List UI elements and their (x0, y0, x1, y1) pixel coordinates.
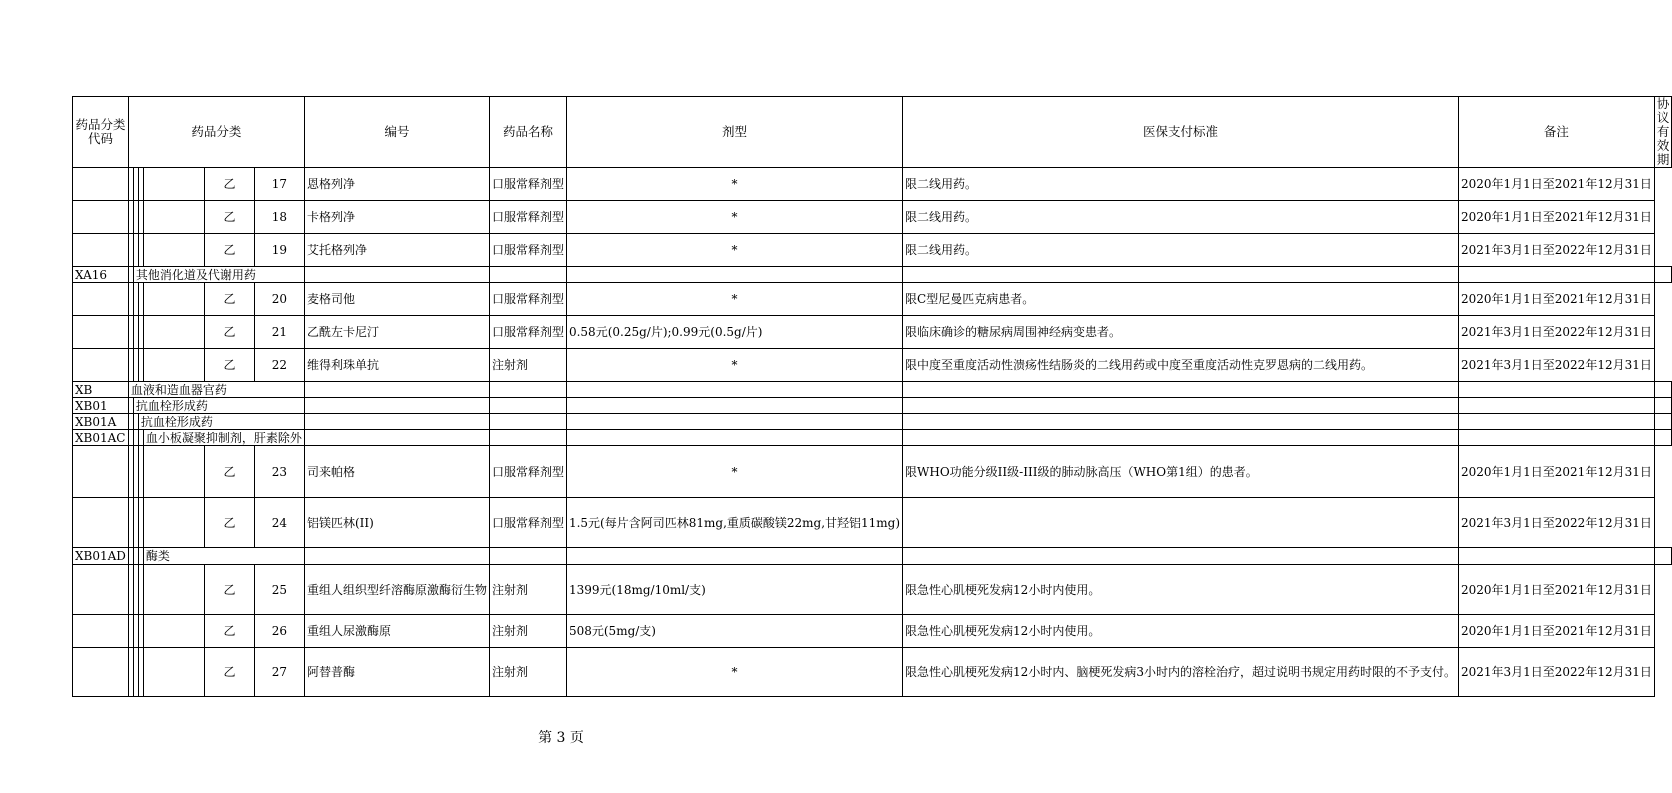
validity-period: 2021年3月1日至2022年12月31日 (1458, 234, 1654, 267)
drug-remark: 限临床确诊的糖尿病周围神经病变患者。 (903, 316, 1459, 349)
empty-cell (489, 548, 566, 565)
drug-level: 乙 (204, 498, 254, 548)
drug-name: 艾托格列净 (304, 234, 489, 267)
payment-standard: 1399元(18mg/10ml/支) (566, 565, 902, 615)
empty-cell (143, 615, 204, 648)
category-row (73, 398, 1672, 414)
drug-form: 口服常释剂型 (489, 446, 566, 498)
validity-period: 2021年3月1日至2022年12月31日 (1458, 498, 1654, 548)
empty-cell (143, 201, 204, 234)
drug-number: 24 (254, 498, 304, 548)
validity-period: 2020年1月1日至2021年12月31日 (1458, 168, 1654, 201)
drug-code (73, 615, 129, 648)
drug-name: 铝镁匹林(II) (304, 498, 489, 548)
category-code: XB01AD (73, 548, 129, 565)
drug-name: 卡格列净 (304, 201, 489, 234)
category-label: 抗血栓形成药 (133, 398, 304, 414)
empty-cell (489, 430, 566, 446)
drug-row (73, 283, 1672, 316)
drug-row (73, 648, 1672, 697)
empty-cell (143, 349, 204, 382)
empty-cell (1458, 382, 1654, 398)
drug-name: 重组人组织型纤溶酶原激酶衍生物 (304, 565, 489, 615)
header-name: 药品名称 (489, 97, 566, 168)
drug-remark: 限急性心肌梗死发病12小时内使用。 (903, 565, 1459, 615)
empty-cell (304, 548, 489, 565)
drug-number: 27 (254, 648, 304, 697)
category-label: 其他消化道及代谢用药 (133, 267, 304, 283)
drug-name: 司来帕格 (304, 446, 489, 498)
validity-period: 2020年1月1日至2021年12月31日 (1458, 565, 1654, 615)
drug-number: 17 (254, 168, 304, 201)
empty-cell (1654, 548, 1672, 565)
empty-cell (1458, 398, 1654, 414)
drug-row (73, 201, 1672, 234)
empty-cell (566, 267, 902, 283)
empty-cell (903, 267, 1459, 283)
header-standard: 医保支付标准 (903, 97, 1459, 168)
validity-period: 2020年1月1日至2021年12月31日 (1458, 283, 1654, 316)
empty-cell (143, 446, 204, 498)
drug-row (73, 168, 1672, 201)
empty-cell (143, 498, 204, 548)
category-row (73, 548, 1672, 565)
empty-cell (566, 382, 902, 398)
empty-cell (566, 414, 902, 430)
header-row (73, 97, 1672, 168)
empty-cell (566, 548, 902, 565)
empty-cell (566, 430, 902, 446)
drug-level: 乙 (204, 446, 254, 498)
category-label: 酶类 (143, 548, 304, 565)
drug-row (73, 446, 1672, 498)
category-code: XB01A (73, 414, 129, 430)
empty-cell (903, 414, 1459, 430)
drug-form: 口服常释剂型 (489, 316, 566, 349)
empty-cell (1654, 430, 1672, 446)
drug-row (73, 349, 1672, 382)
drug-form: 注射剂 (489, 615, 566, 648)
category-code: XB (73, 382, 129, 398)
header-form: 剂型 (566, 97, 902, 168)
header-category: 药品分类 (128, 97, 304, 168)
drug-code (73, 498, 129, 548)
drug-code (73, 446, 129, 498)
empty-cell (1458, 548, 1654, 565)
payment-standard: 508元(5mg/支) (566, 615, 902, 648)
drug-form: 口服常释剂型 (489, 234, 566, 267)
category-code: XA16 (73, 267, 129, 283)
drug-name: 恩格列净 (304, 168, 489, 201)
category-label: 抗血栓形成药 (138, 414, 304, 430)
drug-row (73, 316, 1672, 349)
drug-number: 23 (254, 446, 304, 498)
drug-number: 22 (254, 349, 304, 382)
empty-cell (304, 382, 489, 398)
payment-standard: * (566, 283, 902, 316)
header-code: 药品分类代码 (73, 97, 129, 168)
empty-cell (903, 398, 1459, 414)
drug-name: 乙酰左卡尼汀 (304, 316, 489, 349)
drug-name: 阿替普酶 (304, 648, 489, 697)
drug-number: 21 (254, 316, 304, 349)
drug-code (73, 234, 129, 267)
empty-cell (143, 283, 204, 316)
header-remark: 备注 (1458, 97, 1654, 168)
validity-period: 2020年1月1日至2021年12月31日 (1458, 446, 1654, 498)
drug-code (73, 648, 129, 697)
drug-row (73, 565, 1672, 615)
empty-cell (1654, 414, 1672, 430)
payment-standard: * (566, 234, 902, 267)
drug-form: 注射剂 (489, 648, 566, 697)
drug-name: 重组人尿激酶原 (304, 615, 489, 648)
drug-number: 18 (254, 201, 304, 234)
drug-remark: 限WHO功能分级II级-III级的肺动脉高压（WHO第1组）的患者。 (903, 446, 1459, 498)
empty-cell (903, 548, 1459, 565)
drug-remark: 限急性心肌梗死发病12小时内使用。 (903, 615, 1459, 648)
category-code: XB01AC (73, 430, 129, 446)
drug-code (73, 565, 129, 615)
empty-cell (143, 234, 204, 267)
drug-code (73, 349, 129, 382)
empty-cell (143, 316, 204, 349)
payment-standard: * (566, 648, 902, 697)
drug-name: 麦格司他 (304, 283, 489, 316)
drug-form: 口服常释剂型 (489, 201, 566, 234)
empty-cell (489, 267, 566, 283)
drug-code (73, 201, 129, 234)
payment-standard: * (566, 201, 902, 234)
empty-cell (566, 398, 902, 414)
drug-level: 乙 (204, 615, 254, 648)
payment-standard: 0.58元(0.25g/片);0.99元(0.5g/片) (566, 316, 902, 349)
empty-cell (1458, 414, 1654, 430)
drug-level: 乙 (204, 283, 254, 316)
category-label: 血液和造血器官药 (128, 382, 304, 398)
payment-standard: * (566, 168, 902, 201)
drug-row (73, 498, 1672, 548)
category-row (73, 267, 1672, 283)
drug-remark: 限二线用药。 (903, 201, 1459, 234)
payment-standard: * (566, 446, 902, 498)
empty-cell (903, 430, 1459, 446)
drug-code (73, 283, 129, 316)
drug-form: 口服常释剂型 (489, 498, 566, 548)
empty-cell (304, 414, 489, 430)
empty-cell (1458, 430, 1654, 446)
empty-cell (489, 414, 566, 430)
validity-period: 2020年1月1日至2021年12月31日 (1458, 615, 1654, 648)
drug-level: 乙 (204, 168, 254, 201)
validity-period: 2021年3月1日至2022年12月31日 (1458, 349, 1654, 382)
empty-cell (489, 398, 566, 414)
validity-period: 2021年3月1日至2022年12月31日 (1458, 648, 1654, 697)
drug-remark: 限二线用药。 (903, 168, 1459, 201)
drug-form: 注射剂 (489, 349, 566, 382)
empty-cell (143, 168, 204, 201)
drug-remark: 限C型尼曼匹克病患者。 (903, 283, 1459, 316)
drug-number: 20 (254, 283, 304, 316)
drug-form: 注射剂 (489, 565, 566, 615)
drug-level: 乙 (204, 201, 254, 234)
category-row (73, 430, 1672, 446)
drug-number: 25 (254, 565, 304, 615)
validity-period: 2021年3月1日至2022年12月31日 (1458, 316, 1654, 349)
empty-cell (143, 565, 204, 615)
drug-form: 口服常释剂型 (489, 168, 566, 201)
drug-table (72, 96, 1672, 697)
category-label: 血小板凝聚抑制剂，肝素除外 (143, 430, 304, 446)
empty-cell (143, 648, 204, 697)
drug-remark: 限二线用药。 (903, 234, 1459, 267)
empty-cell (1654, 398, 1672, 414)
empty-cell (304, 398, 489, 414)
drug-row (73, 234, 1672, 267)
drug-number: 26 (254, 615, 304, 648)
drug-level: 乙 (204, 234, 254, 267)
payment-standard: 1.5元(每片含阿司匹林81mg,重质碳酸镁22mg,甘羟铝11mg) (566, 498, 902, 548)
empty-cell (304, 430, 489, 446)
drug-code (73, 168, 129, 201)
drug-level: 乙 (204, 349, 254, 382)
drug-level: 乙 (204, 565, 254, 615)
drug-code (73, 316, 129, 349)
drug-name: 维得利珠单抗 (304, 349, 489, 382)
drug-number: 19 (254, 234, 304, 267)
category-row (73, 414, 1672, 430)
drug-level: 乙 (204, 316, 254, 349)
drug-level: 乙 (204, 648, 254, 697)
drug-row (73, 615, 1672, 648)
empty-cell (1458, 267, 1654, 283)
category-code: XB01 (73, 398, 129, 414)
empty-cell (304, 267, 489, 283)
empty-cell (1654, 267, 1672, 283)
drug-remark (903, 498, 1459, 548)
empty-cell (489, 382, 566, 398)
empty-cell (903, 382, 1459, 398)
drug-remark: 限中度至重度活动性溃疡性结肠炎的二线用药或中度至重度活动性克罗恩病的二线用药。 (903, 349, 1459, 382)
empty-cell (1654, 382, 1672, 398)
drug-form: 口服常释剂型 (489, 283, 566, 316)
header-validity: 协议有效期 (1654, 97, 1672, 168)
validity-period: 2020年1月1日至2021年12月31日 (1458, 201, 1654, 234)
header-number: 编号 (304, 97, 489, 168)
payment-standard: * (566, 349, 902, 382)
page-number: 第 3 页 (538, 730, 584, 746)
drug-remark: 限急性心肌梗死发病12小时内、脑梗死发病3小时内的溶栓治疗，超过说明书规定用药时限的不予支付。 (903, 648, 1459, 697)
category-row (73, 382, 1672, 398)
